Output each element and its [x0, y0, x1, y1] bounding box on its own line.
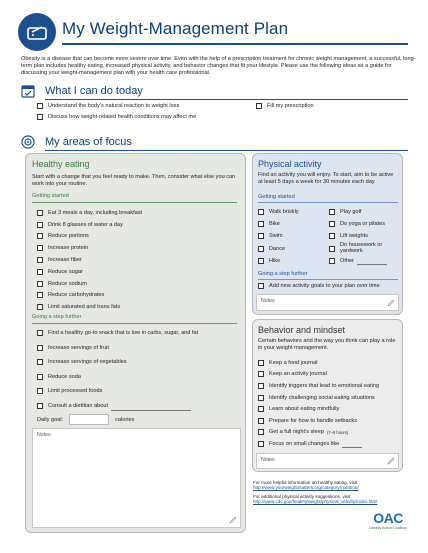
checkbox[interactable] — [258, 371, 264, 377]
checklist-item[interactable]: Keep a food journal — [258, 357, 379, 369]
activity-link[interactable]: http://www.cdc.gov/healthyweight/physical_activity/index.html — [253, 499, 378, 505]
checkbox[interactable] — [37, 304, 43, 310]
subheading-rule — [258, 202, 398, 203]
footer-activity-resource: For additional physical activity suggestions, visit http://www.cdc.gov/healthyweight/physical_activity/index.html — [253, 494, 423, 505]
physical-activity-panel — [252, 153, 403, 315]
checklist-item[interactable]: Eat 3 meals a day, including breakfast — [37, 207, 142, 219]
notes-field[interactable]: Notes — [32, 428, 241, 528]
healthy-eating-panel — [25, 153, 246, 533]
activity-list-left — [258, 206, 299, 267]
calendar-icon — [21, 84, 35, 98]
subheading: Getting started — [32, 193, 69, 199]
getting-started-list — [37, 207, 142, 313]
checklist-item[interactable]: Play golf — [329, 206, 392, 218]
panel-title: Physical activity — [258, 159, 322, 169]
checkbox[interactable] — [37, 330, 43, 336]
subheading-rule — [258, 279, 398, 280]
checkbox[interactable] — [258, 221, 264, 227]
checkbox[interactable] — [37, 403, 43, 409]
checklist-item[interactable]: Bike — [258, 218, 299, 230]
daily-goal-row: Daily goal: calories — [37, 414, 134, 425]
subheading: Going a step further — [32, 314, 82, 320]
checklist-item[interactable]: Dance — [258, 243, 299, 255]
write-in-line[interactable] — [111, 410, 191, 411]
checkbox[interactable] — [37, 374, 43, 380]
section-today-heading — [21, 82, 143, 99]
checkbox[interactable] — [329, 233, 335, 239]
target-icon — [21, 135, 35, 149]
activity-list-right — [329, 206, 392, 267]
checklist-item[interactable]: Reduce sugar — [37, 266, 142, 278]
panel-intro: Certain behaviors and the way you think can play a role in your weight management. — [258, 338, 396, 351]
checklist-item[interactable]: Focus on small changes like — [258, 438, 379, 450]
checkbox[interactable] — [37, 222, 43, 228]
eating-link[interactable]: http://www.yourweightmatters.org/category/nutrition/ — [253, 485, 359, 491]
checklist-item[interactable]: Find a healthy go-to snack that is low in carbs, sugar, and fat — [37, 326, 198, 341]
pencil-icon — [387, 299, 395, 307]
section-divider — [45, 150, 408, 151]
checkbox[interactable] — [329, 246, 335, 252]
pencil-icon — [387, 457, 395, 465]
checklist-item[interactable]: Learn about eating mindfully — [258, 403, 379, 415]
checkbox[interactable] — [37, 345, 43, 351]
checklist-item[interactable]: Increase protein — [37, 242, 142, 254]
checklist-item[interactable]: Identify challenging social eating situations — [258, 392, 379, 404]
checkbox[interactable] — [256, 103, 262, 109]
further-list — [37, 326, 198, 413]
checkbox[interactable] — [258, 406, 264, 412]
behavior-list — [258, 357, 379, 450]
checkbox[interactable] — [258, 258, 264, 264]
checkbox[interactable] — [258, 429, 264, 435]
checklist-item[interactable]: Increase servings of vegetables — [37, 355, 198, 370]
subheading-rule — [32, 202, 237, 203]
section-today-title: What I can do today — [45, 84, 143, 97]
section-focus-heading — [21, 133, 132, 150]
checkbox[interactable] — [37, 114, 43, 120]
checkbox[interactable] — [258, 418, 264, 424]
checkbox[interactable] — [329, 209, 335, 215]
checkbox[interactable] — [37, 281, 43, 287]
checklist-item[interactable]: Get a full night's sleep (7–8 hours) — [258, 427, 379, 439]
checkbox[interactable] — [37, 292, 43, 298]
checklist-item[interactable]: Limit processed foods — [37, 384, 198, 399]
today-item[interactable]: Fill my prescription — [256, 103, 314, 109]
checkbox[interactable] — [258, 360, 264, 366]
checklist-item[interactable]: Do housework or yardwork — [329, 243, 392, 255]
checklist-item[interactable]: Identify triggers that lead to emotional eating — [258, 380, 379, 392]
write-in-line[interactable] — [357, 264, 387, 265]
panel-intro: Find an activity you will enjoy. To start, aim to be active at least 5 days a week for 30 minutes each day. — [258, 172, 394, 185]
checklist-item[interactable]: Reduce sodium — [37, 278, 142, 290]
checkbox[interactable] — [37, 245, 43, 251]
checkbox[interactable] — [329, 258, 335, 264]
checklist-item[interactable]: Hike — [258, 255, 299, 267]
checkbox[interactable] — [37, 269, 43, 275]
checkbox[interactable] — [258, 246, 264, 252]
checkbox[interactable] — [258, 283, 264, 289]
subheading: Going a step further — [258, 271, 308, 277]
page-header — [0, 0, 428, 58]
checkbox[interactable] — [258, 395, 264, 401]
checkbox[interactable] — [37, 388, 43, 394]
notes-field[interactable]: Notes — [256, 453, 399, 469]
checklist-item[interactable]: Swim — [258, 230, 299, 242]
page-title: My Weight-Management Plan — [62, 19, 289, 38]
checkbox[interactable] — [37, 233, 43, 239]
checkbox[interactable] — [37, 103, 43, 109]
checklist-item[interactable]: Reduce carbohydrates — [37, 290, 142, 302]
checklist-item[interactable]: Keep an activity journal — [258, 369, 379, 381]
checklist-item[interactable]: Reduce soda — [37, 370, 198, 385]
checkbox[interactable] — [258, 233, 264, 239]
panel-intro: Start with a change that you feel ready to make. Then, consider what else you can work into your routine. — [32, 174, 236, 187]
checklist-item[interactable]: Add new activity goals to your plan over time — [258, 283, 380, 289]
checklist-item[interactable]: Increase servings of fruit — [37, 341, 198, 356]
panel-title: Healthy eating — [32, 159, 90, 169]
footer-eating-resource: For more helpful information on healthy eating, visit http://www.yourweightmatters.org/category/nutrition/ — [253, 480, 413, 491]
checkbox[interactable] — [258, 383, 264, 389]
today-item[interactable]: Understand the body's natural reaction to weight loss — [37, 103, 179, 109]
checkbox[interactable] — [329, 221, 335, 227]
checklist-item[interactable]: Drink 8 glasses of water a day — [37, 219, 142, 231]
checklist-item[interactable]: Lift weights — [329, 230, 392, 242]
sleep-hours-note: (7–8 hours) — [326, 429, 349, 435]
behavior-mindset-panel — [252, 319, 403, 472]
checklist-item[interactable]: Reduce portions — [37, 231, 142, 243]
checklist-item[interactable]: Walk briskly — [258, 206, 299, 218]
checkbox[interactable] — [258, 209, 264, 215]
checkbox[interactable] — [37, 257, 43, 263]
title-underline — [62, 43, 408, 45]
subheading-rule — [32, 323, 237, 324]
checklist-item[interactable]: Prepare for how to handle setbacks — [258, 415, 379, 427]
section-divider — [45, 99, 408, 100]
intro-paragraph: Obesity is a disease that can become more severe over time. Even with the help of a prescription treatment for chronic weight management, a successful, long-term plan includes healthy eating, increased physical activity, and behavior changes that fit your lifestyle. Please use the following ideas as a guide for discussing your weight-management plan with your health care professional. — [21, 56, 416, 77]
daily-goal-input[interactable] — [69, 414, 109, 425]
checklist-item[interactable]: Do yoga or pilates — [329, 218, 392, 230]
checkbox[interactable] — [258, 441, 264, 447]
pencil-icon — [229, 516, 237, 524]
section-focus-title: My areas of focus — [45, 135, 132, 148]
checkbox[interactable] — [37, 210, 43, 216]
today-item[interactable]: Discuss how weight-related health conditions may affect me — [37, 114, 196, 120]
scale-logo-icon — [18, 13, 56, 51]
checkbox[interactable] — [37, 359, 43, 365]
oac-logo: OAC Obesity Action Coalition — [369, 510, 407, 530]
notes-field[interactable]: Notes — [256, 294, 399, 311]
checklist-item[interactable]: Increase fiber — [37, 254, 142, 266]
write-in-line[interactable] — [342, 447, 362, 448]
subheading: Getting started — [258, 194, 295, 200]
checklist-item[interactable]: Limit saturated and trans fats — [37, 301, 142, 313]
checklist-item[interactable]: Other — [329, 255, 392, 267]
panel-title: Behavior and mindset — [258, 325, 346, 335]
checklist-item[interactable]: Consult a dietitian about — [37, 399, 198, 414]
